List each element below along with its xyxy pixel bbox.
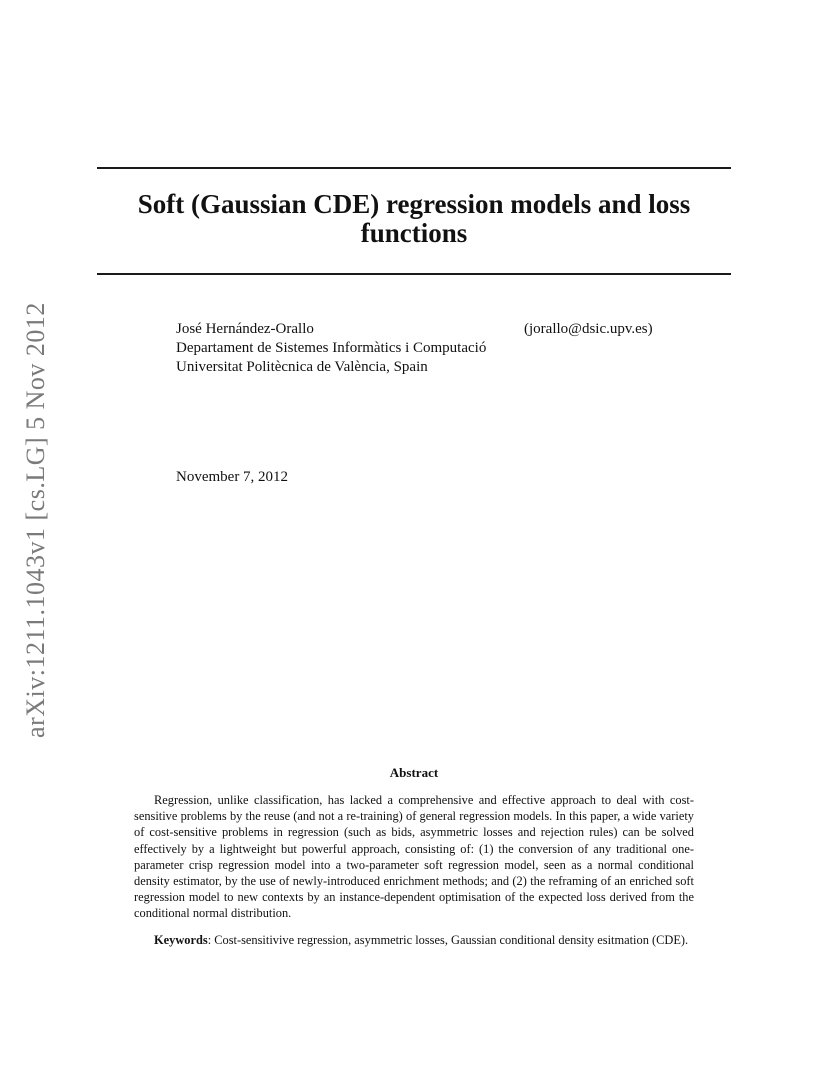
author-institution: Universitat Politècnica de València, Spain [176, 359, 428, 375]
paper-date: November 7, 2012 [176, 469, 289, 485]
keywords-label: Keywords [154, 933, 208, 947]
author-email: (jorallo@dsic.upv.es) [524, 321, 653, 337]
keywords-paragraph [134, 932, 694, 948]
author-name: José Hernández-Orallo [176, 321, 314, 337]
abstract-heading: Abstract [389, 765, 439, 780]
author-block [176, 320, 486, 377]
arxiv-identifier: arXiv:1211.1043v1 [cs.LG] 5 Nov 2012 [21, 302, 50, 738]
title-top-rule [97, 167, 731, 169]
title-bottom-rule [97, 273, 731, 275]
keywords-text: : Cost-sensitivive regression, asymmetric losses, Gaussian conditional density esitmation (CDE). [207, 933, 689, 947]
paper-title: Soft (Gaussian CDE) regression models and loss functions [137, 189, 691, 248]
abstract-text: Regression, unlike classification, has lacked a comprehensive and effective approach to deal with cost-sensitive problems by the reuse (and not a re-training) of general regression models. In this paper, a wide variety of cost-sensitive problems in regression (such as bids, asymmetric losses and rejection rules) can be solved effectively by a lightweight but powerful approach, consisting of: (1) the conversion of any traditional one-parameter crisp regression model into a two-parameter soft regression model, seen as a normal conditional density estimator, by the use of newly-introduced enrichment methods; and (2) the reframing of an enriched soft regression model to new contexts by an instance-dependent optimisation of the expected loss derived from the conditional normal distribution. [134, 793, 694, 921]
author-department: Departament de Sistemes Informàtics i Computació [176, 340, 487, 356]
